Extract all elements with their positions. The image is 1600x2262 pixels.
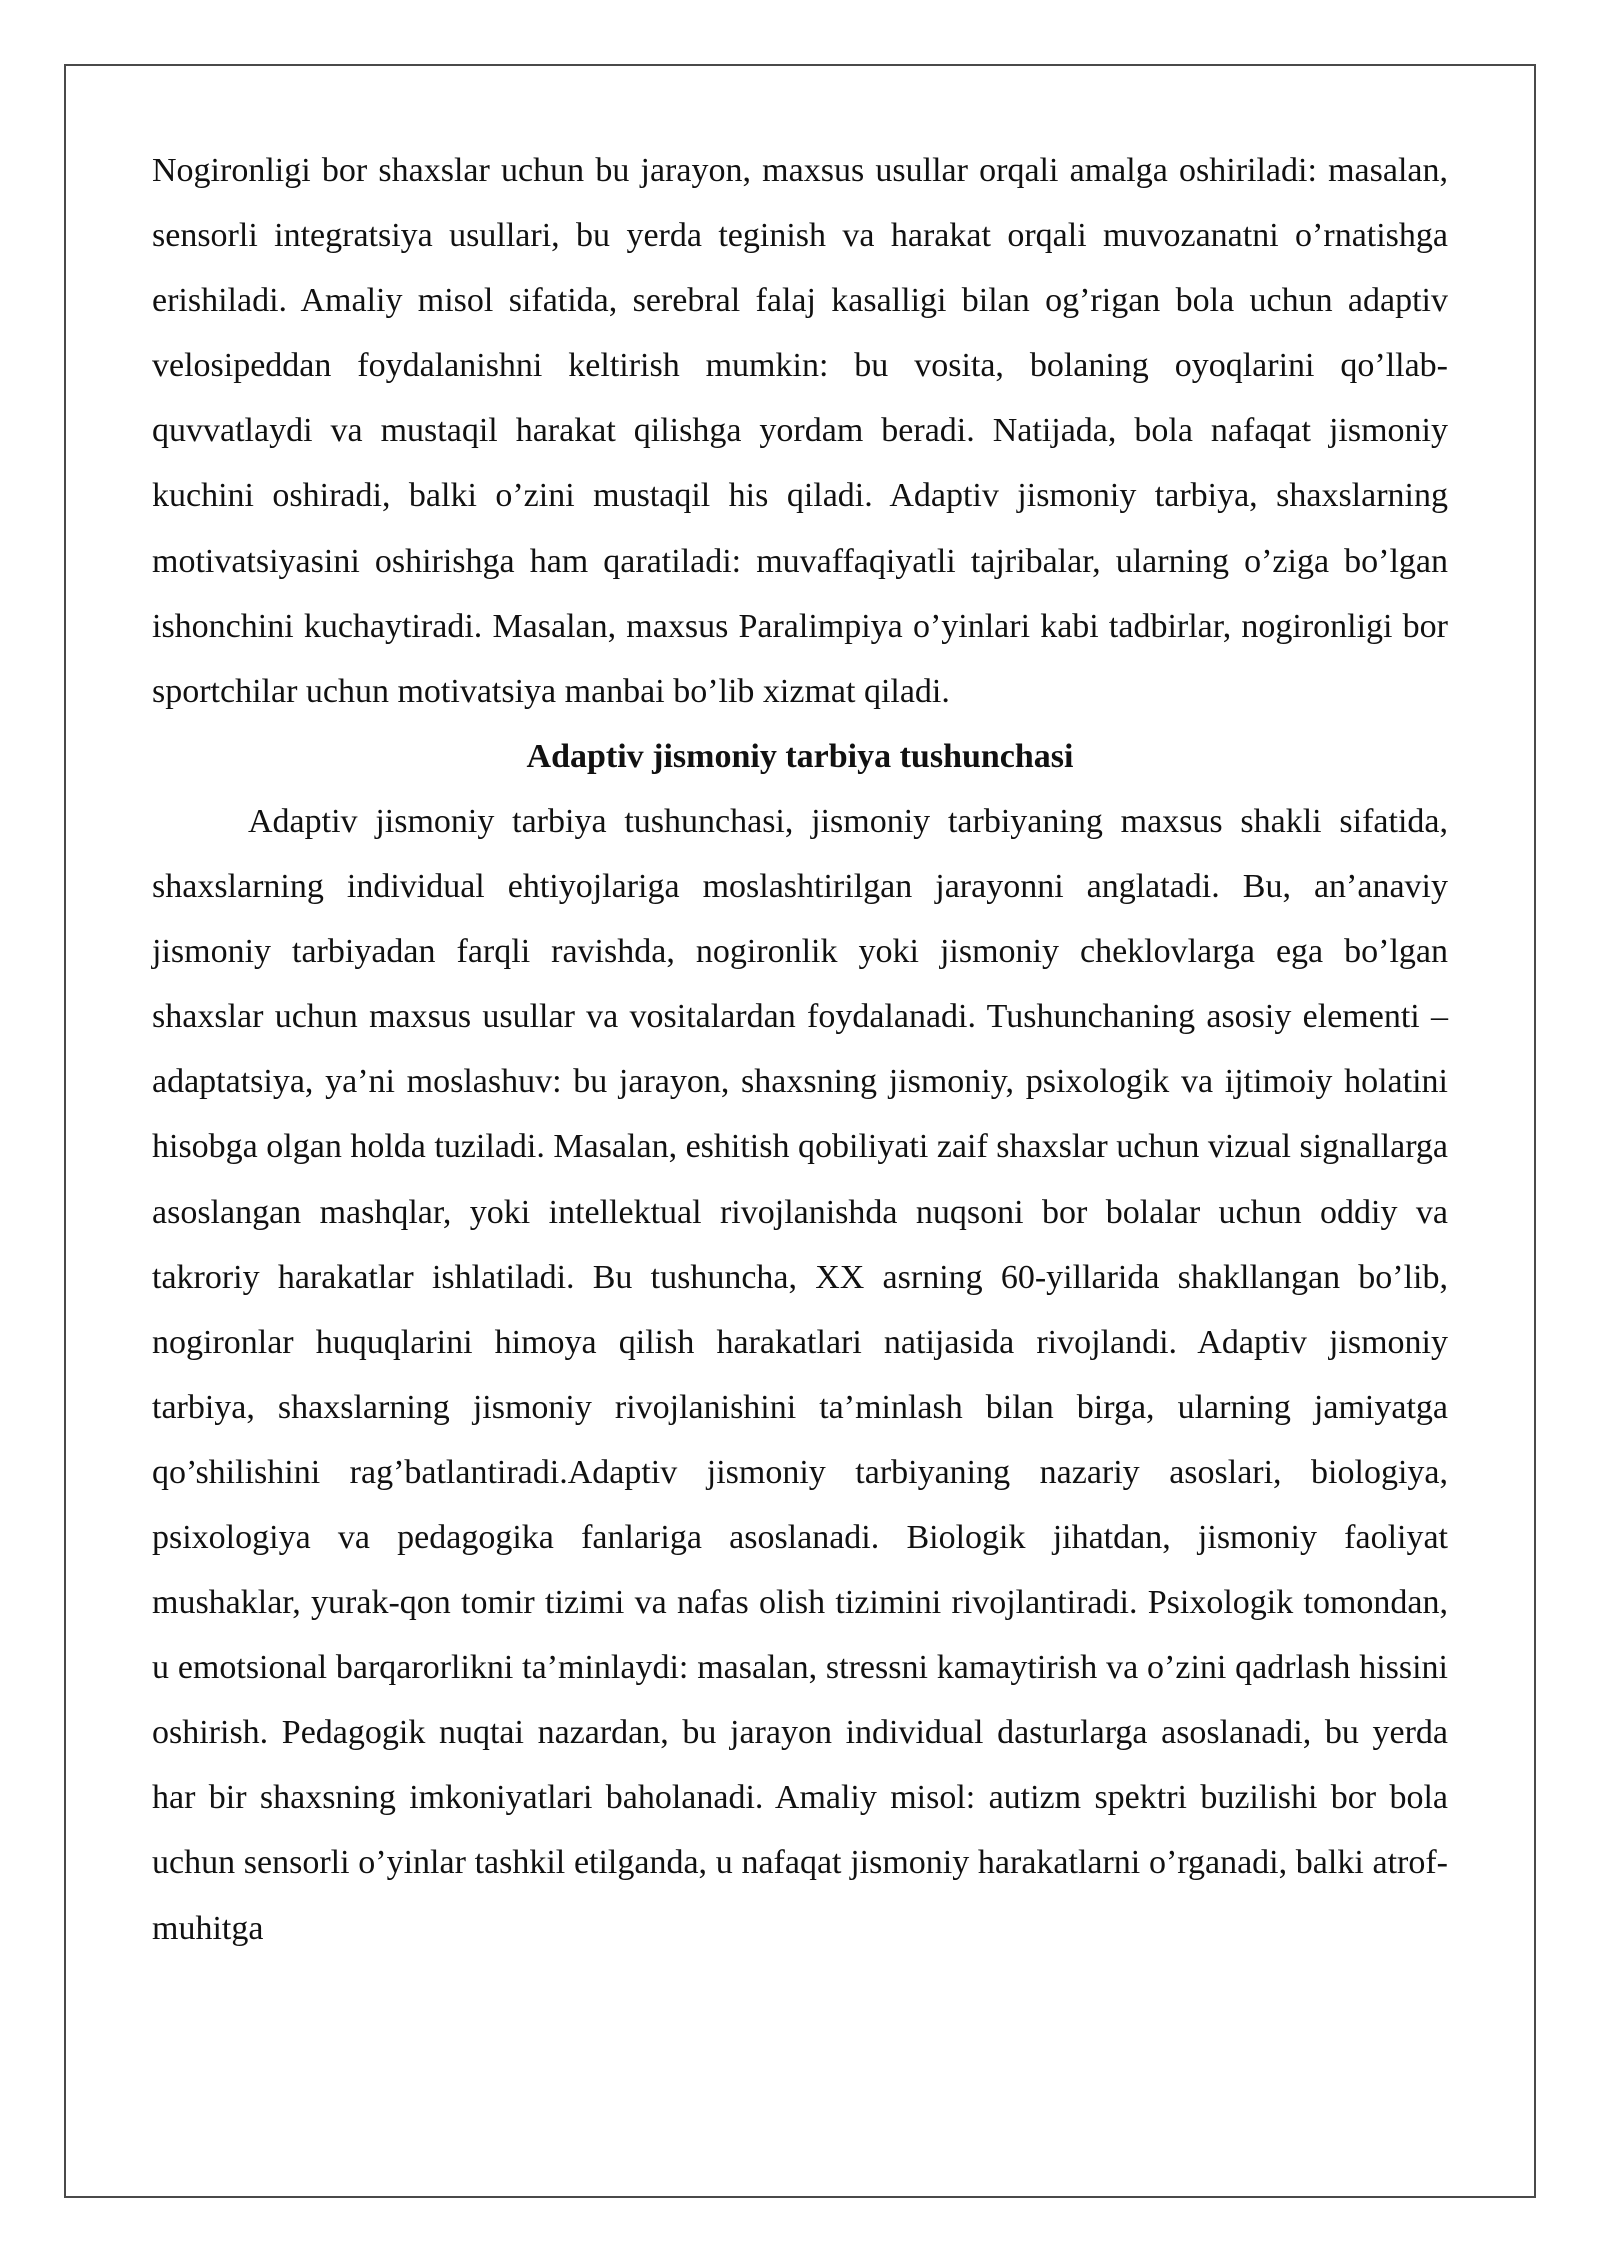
paragraph-continued: Nogironligi bor shaxslar uchun bu jarayon, maxsus usullar orqali amalga oshiriladi: masalan, sensorli integratsiya usullari, bu yerda teginish va harakat orqali muvozanatni o’rnatishga erishiladi. Amaliy misol sifatida, serebral falaj kasalligi bilan og’rigan bola uchun adaptiv velosipeddan foydalanishni keltirish mumkin: bu vosita, bolaning oyoqlarini qo’llab-quvvatlaydi va mustaqil harakat qilishga yordam beradi. Natijada, bola nafaqat jismoniy kuchini oshiradi, balki o’zini mustaqil his qiladi. Adaptiv jismoniy tarbiya, shaxslarning motivatsiyasini oshirishga ham qaratiladi: muvaffaqiyatli tajribalar, ularning o’ziga bo’lgan ishonchini kuchaytiradi. Masalan, maxsus Paralimpiya o’yinlari kabi tadbirlar, nogironligi bor sportchilar uchun motivatsiya manbai bo’lib xizmat qiladi. xyxy=(152,152,1448,710)
section-heading: Adaptiv jismoniy tarbiya tushunchasi xyxy=(526,737,1074,775)
document-body xyxy=(152,138,1448,1961)
paragraph-concept: Adaptiv jismoniy tarbiya tushunchasi, jismoniy tarbiyaning maxsus shakli sifatida, shaxslarning individual ehtiyojlariga moslashtirilgan jarayonni anglatadi. Bu, an’anaviy jismoniy tarbiyadan farqli ravishda, nogironlik yoki jismoniy cheklovlarga ega bo’lgan shaxslar uchun maxsus usullar va vositalardan foydalanadi. Tushunchaning asosiy elementi – adaptatsiya, ya’ni moslashuv: bu jarayon, shaxsning jismoniy, psixologik va ijtimoiy holatini hisobga olgan holda tuziladi. Masalan, eshitish qobiliyati zaif shaxslar uchun vizual signallarga asoslangan mashqlar, yoki intellektual rivojlanishda nuqsoni bor bolalar uchun oddiy va takroriy harakatlar ishlatiladi. Bu tushuncha, XX asrning 60-yillarida shakllangan bo’lib, nogironlar huquqlarini himoya qilish harakatlari natijasida rivojlandi. Adaptiv jismoniy tarbiya, shaxslarning jismoniy rivojlanishini ta’minlash bilan birga, ularning jamiyatga qo’shilishini rag’batlantiradi.Adaptiv jismoniy tarbiyaning nazariy asoslari, biologiya, psixologiya va pedagogika fanlariga asoslanadi. Biologik jihatdan, jismoniy faoliyat mushaklar, yurak-qon tomir tizimi va nafas olish tizimini rivojlantiradi. Psixologik tomondan, u emotsional barqarorlikni ta’minlaydi: masalan, stressni kamaytirish va o’zini qadrlash hissini oshirish. Pedagogik nuqtai nazardan, bu jarayon individual dasturlarga asoslanadi, bu yerda har bir shaxsning imkoniyatlari baholanadi. Amaliy misol: autizm spektri buzilishi bor bola uchun sensorli o’yinlar tashkil etilganda, u nafaqat jismoniy harakatlarni o’rganadi, balki atrof-muhitga xyxy=(152,802,1448,1947)
